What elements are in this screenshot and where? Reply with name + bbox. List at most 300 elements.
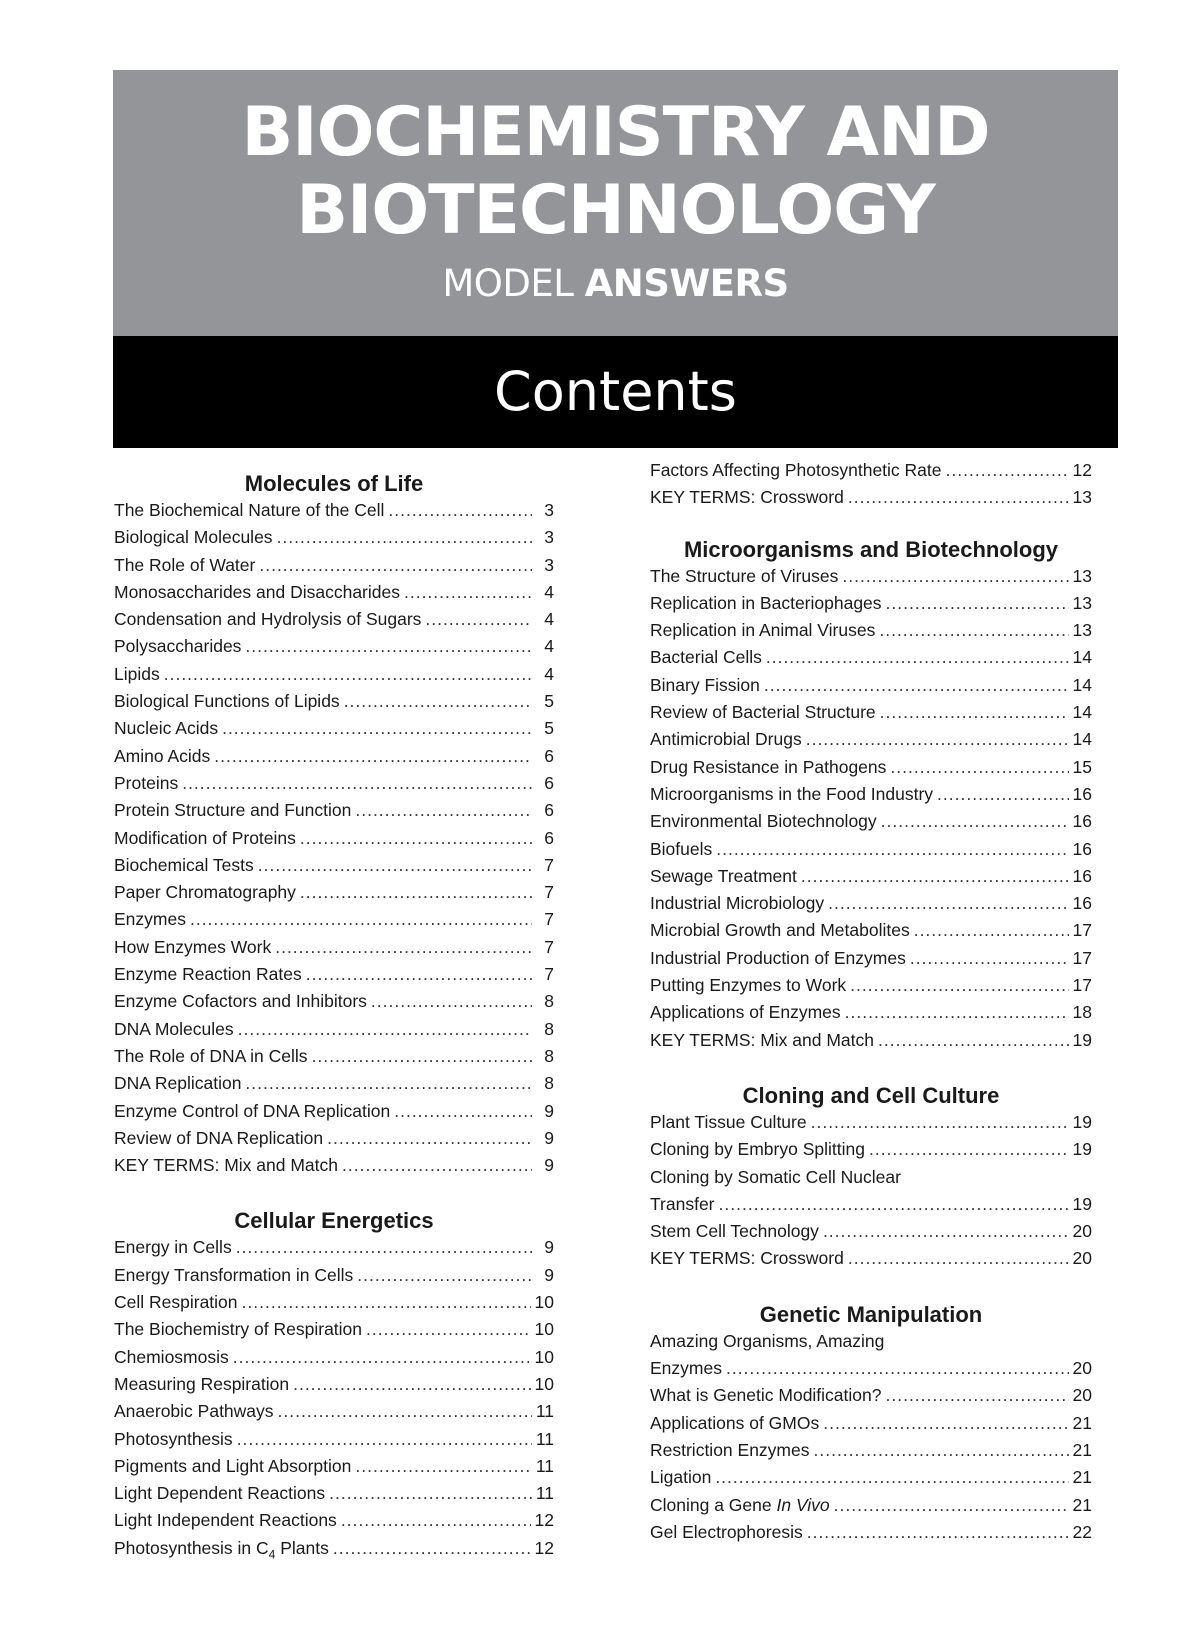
toc-entry[interactable]: [114, 743, 554, 770]
toc-entry-label: Biochemical Tests: [114, 854, 254, 875]
toc-entry-label: Photosynthesis: [114, 1428, 233, 1449]
leader-dots: [371, 988, 532, 1015]
leader-dots: [355, 1453, 531, 1480]
toc-entry-label: Monosaccharides and Disaccharides: [114, 581, 400, 602]
contents-bar: [113, 336, 1118, 448]
toc-entry-page: 7: [544, 909, 554, 930]
leader-dots: [823, 1218, 1069, 1245]
book-title-line-1: BIOCHEMISTRY AND: [241, 93, 990, 172]
toc-entry[interactable]: [114, 1125, 554, 1152]
toc-entry[interactable]: [114, 1152, 554, 1179]
toc-entry-label: Cell Respiration: [114, 1292, 238, 1313]
toc-entry-page: 4: [544, 663, 554, 684]
toc-entry-label: Gel Electrophoresis: [650, 1521, 803, 1542]
leader-dots: [848, 1245, 1069, 1272]
toc-entry[interactable]: [114, 1453, 554, 1480]
toc-entry-page: 21: [1072, 1467, 1092, 1488]
toc-entry-label: Enzyme Control of DNA Replication: [114, 1100, 391, 1121]
toc-entry-label: What is Genetic Modification?: [650, 1385, 882, 1406]
toc-entry-label: The Structure of Viruses: [650, 565, 839, 586]
leader-dots: [344, 688, 532, 715]
section-title-cellular-energetics: Cellular Energetics: [234, 1208, 434, 1234]
toc-entry-page: 11: [535, 1455, 554, 1476]
toc-entry-label: Environmental Biotechnology: [650, 811, 877, 832]
toc-entry-label: Enzymes: [114, 909, 186, 930]
toc-entry-label: Biological Molecules: [114, 527, 273, 548]
toc-entry-page: 19: [1072, 1029, 1092, 1050]
toc-entry-label: Microbial Growth and Metabolites: [650, 920, 910, 941]
toc-entry-page: 16: [1072, 838, 1092, 859]
leader-dots: [828, 890, 1068, 917]
toc-entry-page: 7: [544, 936, 554, 957]
toc-entry-label: Amazing Organisms, Amazing: [650, 1330, 885, 1351]
leader-dots: [222, 715, 532, 742]
leader-dots: [850, 972, 1068, 999]
toc-entry[interactable]: [114, 1480, 554, 1507]
leader-dots: [275, 934, 532, 961]
leader-dots: [845, 999, 1069, 1026]
toc-entry-page: 16: [1072, 811, 1092, 832]
toc-entry-label: Enzyme Reaction Rates: [114, 964, 302, 985]
toc-entry-page: 11: [535, 1483, 554, 1504]
toc-entry[interactable]: [114, 1070, 554, 1097]
toc-entry-label: Condensation and Hydrolysis of Sugars: [114, 609, 422, 630]
toc-entry-page: 19: [1072, 1111, 1092, 1132]
toc-entry-page: 4: [544, 609, 554, 630]
leader-dots: [312, 1043, 532, 1070]
toc-entry-label: DNA Molecules: [114, 1018, 234, 1039]
toc-entry[interactable]: [114, 688, 554, 715]
toc-entry[interactable]: [650, 484, 1092, 511]
leader-dots: [946, 457, 1069, 484]
toc-entry-label: Stem Cell Technology: [650, 1221, 819, 1242]
toc-entry-label: Cloning by Somatic Cell Nuclear: [650, 1166, 901, 1187]
toc-entry[interactable]: [650, 1355, 1092, 1382]
toc-entry[interactable]: [650, 563, 1092, 590]
toc-entry-line-1[interactable]: [650, 1328, 1092, 1355]
toc-entry-page: 22: [1072, 1521, 1092, 1542]
toc-entry-page: 19: [1072, 1139, 1092, 1160]
leader-dots: [886, 590, 1069, 617]
leader-dots: [214, 743, 532, 770]
toc-entry-page: 6: [544, 745, 554, 766]
toc-entry-label: Nucleic Acids: [114, 718, 219, 739]
toc-entry[interactable]: [650, 808, 1092, 835]
toc-entry[interactable]: [114, 661, 554, 688]
leader-dots: [388, 497, 532, 524]
toc-entry-page: 4: [544, 581, 554, 602]
c4-prefix: Photosynthesis in C: [114, 1537, 269, 1558]
title-banner: [113, 70, 1118, 448]
leader-dots: [333, 1535, 531, 1562]
toc-entry-label: The Biochemical Nature of the Cell: [114, 500, 385, 520]
toc-entry-page: 17: [1072, 920, 1092, 941]
leader-dots: [306, 961, 532, 988]
toc-entry-label: Putting Enzymes to Work: [650, 975, 847, 996]
toc-entry[interactable]: [114, 552, 554, 579]
leader-dots: [879, 617, 1068, 644]
toc-entry[interactable]: [114, 1234, 554, 1261]
toc-entry-page: 10: [534, 1319, 554, 1340]
toc-entry[interactable]: [114, 633, 554, 660]
toc-entry-label: Cloning by Embryo Splitting: [650, 1139, 865, 1160]
leader-dots: [814, 1437, 1069, 1464]
toc-entry-label: The Role of Water: [114, 554, 256, 575]
toc-entry-label: Review of Bacterial Structure: [650, 702, 876, 723]
toc-entry[interactable]: [114, 606, 554, 633]
leader-dots: [366, 1316, 531, 1343]
leader-dots: [806, 726, 1069, 753]
toc-entry[interactable]: [114, 524, 554, 551]
toc-entry[interactable]: [650, 644, 1092, 671]
toc-entry-label: Light Dependent Reactions: [114, 1483, 326, 1504]
toc-entry-label: Protein Structure and Function: [114, 800, 352, 821]
toc-entry-label: Applications of Enzymes: [650, 1002, 841, 1023]
toc-entry-label: Drug Resistance in Pathogens: [650, 756, 887, 777]
subtitle-answers: ANSWERS: [584, 262, 789, 305]
leader-dots: [394, 1098, 532, 1125]
toc-entry-page: 6: [544, 827, 554, 848]
toc-list-energetics: [114, 1234, 554, 1534]
toc-entry-label: Industrial Microbiology: [650, 893, 825, 914]
toc-entry-label: Biofuels: [650, 838, 713, 859]
section-title-cloning: Cloning and Cell Culture: [742, 1082, 1000, 1108]
toc-list-cloning-b: [650, 1218, 1092, 1273]
c4-subscript: 4: [268, 1547, 276, 1562]
toc-entry[interactable]: [114, 1535, 554, 1562]
leader-dots: [355, 797, 532, 824]
toc-entry-page: 13: [1072, 487, 1092, 508]
toc-entry-page: 3: [544, 527, 554, 548]
toc-entry-label: Restriction Enzymes: [650, 1439, 810, 1460]
toc-entry[interactable]: [114, 1262, 554, 1289]
toc-entry[interactable]: [114, 1316, 554, 1343]
toc-entry[interactable]: [650, 1437, 1092, 1464]
toc-entry[interactable]: [650, 1191, 1092, 1218]
toc-entry[interactable]: [114, 879, 554, 906]
toc-entry[interactable]: [650, 1136, 1092, 1163]
toc-entry-page: 14: [1072, 702, 1092, 723]
toc-entry-label: Binary Fission: [650, 674, 760, 695]
toc-entry-label: Lipids: [114, 663, 160, 684]
toc-entry-page: 8: [544, 1045, 554, 1066]
leader-dots: [242, 1289, 531, 1316]
toc-entry[interactable]: [114, 934, 554, 961]
toc-entry-page: 3: [544, 500, 554, 520]
section-title-microorganisms: Microorganisms and Biotechnology: [683, 536, 1059, 562]
toc-entry-label: Enzymes: [650, 1358, 722, 1379]
toc-entry-page: 10: [534, 1346, 554, 1367]
leader-dots: [164, 661, 532, 688]
toc-entry[interactable]: [650, 617, 1092, 644]
toc-entry[interactable]: [114, 1344, 554, 1371]
toc-entry[interactable]: [650, 1410, 1092, 1437]
leader-dots: [807, 1519, 1069, 1546]
toc-entry[interactable]: [650, 1464, 1092, 1491]
leader-dots: [237, 1426, 532, 1453]
leader-dots: [834, 1492, 1069, 1519]
toc-entry-page: 11: [535, 1401, 554, 1422]
toc-entry[interactable]: [650, 699, 1092, 726]
toc-entry[interactable]: [114, 1289, 554, 1316]
toc-entry-page: 9: [544, 1127, 554, 1148]
toc-entry-label: Energy Transformation in Cells: [114, 1264, 354, 1285]
toc-entry-page: 17: [1072, 947, 1092, 968]
leader-dots: [869, 1136, 1069, 1163]
toc-entry[interactable]: [650, 863, 1092, 890]
leader-dots: [881, 808, 1069, 835]
toc-entry-page: 12: [534, 1510, 554, 1531]
leader-dots: [190, 906, 532, 933]
toc-entry-page: 7: [544, 854, 554, 875]
toc-entry-label: Bacterial Cells: [650, 647, 762, 668]
leader-dots: [726, 1355, 1069, 1382]
toc-entry[interactable]: [114, 1371, 554, 1398]
leader-dots: [342, 1152, 532, 1179]
toc-entry-label: Paper Chromatography: [114, 882, 296, 903]
toc-entry-label: Pigments and Light Absorption: [114, 1455, 352, 1476]
leader-dots: [425, 606, 532, 633]
right-column: [650, 460, 1092, 1546]
toc-entry[interactable]: [114, 1043, 554, 1070]
toc-entry-label: Chemiosmosis: [114, 1346, 229, 1367]
toc-entry-page: 9: [544, 1155, 554, 1176]
toc-entry-page: 7: [544, 964, 554, 985]
toc-entry[interactable]: [114, 988, 554, 1015]
toc-entry[interactable]: [650, 1027, 1092, 1054]
leader-dots: [842, 563, 1068, 590]
invivo-prefix: Cloning a Gene: [650, 1494, 777, 1515]
leader-dots: [233, 1344, 531, 1371]
toc-entry-label: Factors Affecting Photosynthetic Rate: [650, 460, 942, 480]
toc-entry-page: 14: [1072, 647, 1092, 668]
toc-entry-label: KEY TERMS: Mix and Match: [114, 1155, 339, 1176]
toc-entry-page: 17: [1072, 975, 1092, 996]
toc-entry[interactable]: [114, 797, 554, 824]
toc-entry-page: 21: [1072, 1494, 1092, 1515]
toc-entry[interactable]: [650, 1245, 1092, 1272]
toc-entry-page: 9: [544, 1100, 554, 1121]
leader-dots: [910, 945, 1069, 972]
leader-dots: [341, 1507, 531, 1534]
toc-entry-label: Transfer: [650, 1193, 715, 1214]
leader-dots: [716, 836, 1068, 863]
toc-entry-page: 4: [544, 636, 554, 657]
leader-dots: [259, 552, 532, 579]
leader-dots: [764, 672, 1069, 699]
toc-entry[interactable]: [114, 1426, 554, 1453]
leader-dots: [715, 1464, 1068, 1491]
leader-dots: [300, 879, 532, 906]
toc-entry[interactable]: [650, 1519, 1092, 1546]
leader-dots: [245, 1070, 532, 1097]
toc-entry-page: 18: [1072, 1002, 1092, 1023]
leader-dots: [238, 1016, 532, 1043]
toc-entry-page: 5: [544, 718, 554, 739]
toc-entry-page: 20: [1072, 1221, 1092, 1242]
toc-entry-page: 20: [1072, 1358, 1092, 1379]
toc-list-molecules: [114, 497, 554, 1179]
toc-entry[interactable]: [114, 1098, 554, 1125]
toc-list-cloning-a: [650, 1109, 1092, 1164]
toc-list-microorganisms: [650, 563, 1092, 1054]
toc-entry-label: Measuring Respiration: [114, 1373, 290, 1394]
c4-suffix: Plants: [275, 1537, 329, 1558]
toc-entry[interactable]: [650, 754, 1092, 781]
toc-entry-label: Energy in Cells: [114, 1237, 232, 1258]
leader-dots: [886, 1382, 1069, 1409]
toc-entry-label: Replication in Animal Viruses: [650, 620, 876, 641]
toc-entry-label: How Enzymes Work: [114, 936, 272, 957]
leader-dots: [277, 524, 532, 551]
toc-entry[interactable]: [114, 715, 554, 742]
toc-entry-page: 14: [1072, 674, 1092, 695]
toc-entry-page: 5: [544, 691, 554, 712]
toc-list-continued: [650, 457, 1092, 512]
toc-entry-page: 8: [544, 991, 554, 1012]
toc-entry-page: 12: [534, 1537, 554, 1558]
toc-entry[interactable]: [650, 726, 1092, 753]
toc-entry-page: 10: [534, 1373, 554, 1394]
toc-entry[interactable]: [114, 825, 554, 852]
toc-entry[interactable]: [114, 497, 554, 524]
leader-dots: [258, 852, 532, 879]
leader-dots: [914, 917, 1069, 944]
toc-entry-page: 19: [1072, 1193, 1092, 1214]
toc-entry[interactable]: [650, 945, 1092, 972]
book-subtitle: [113, 262, 1118, 306]
leader-dots: [300, 825, 532, 852]
toc-entry-page: 6: [544, 800, 554, 821]
toc-entry[interactable]: [114, 906, 554, 933]
title-block: [113, 70, 1118, 336]
leader-dots: [880, 699, 1069, 726]
toc-entry-label: Modification of Proteins: [114, 827, 296, 848]
toc-entry-label: Amino Acids: [114, 745, 211, 766]
toc-entry-label: [114, 1535, 329, 1562]
toc-entry-page: 20: [1072, 1385, 1092, 1406]
toc-entry-label: Replication in Bacteriophages: [650, 592, 882, 613]
toc-entry[interactable]: [114, 1398, 554, 1425]
toc-entry-page: 16: [1072, 783, 1092, 804]
toc-entry-page: 8: [544, 1073, 554, 1094]
toc-entry-page: 7: [544, 882, 554, 903]
toc-entry-label: Industrial Production of Enzymes: [650, 947, 906, 968]
toc-entry-page: 11: [535, 1428, 554, 1449]
toc-entry[interactable]: [650, 1382, 1092, 1409]
toc-entry-page: 13: [1072, 592, 1092, 613]
toc-entry-label: The Biochemistry of Respiration: [114, 1319, 363, 1340]
leader-dots: [404, 579, 532, 606]
toc-entry-label: Proteins: [114, 772, 179, 793]
toc-entry[interactable]: [114, 1507, 554, 1534]
toc-entry[interactable]: [114, 579, 554, 606]
section-title-molecules-of-life: Molecules of Life: [244, 471, 424, 496]
toc-entry-page: 15: [1072, 756, 1092, 777]
toc-entry-label: Anaerobic Pathways: [114, 1401, 274, 1422]
toc-entry-page: 14: [1072, 729, 1092, 750]
toc-entry[interactable]: [114, 961, 554, 988]
toc-entry[interactable]: [650, 1218, 1092, 1245]
leader-dots: [878, 1027, 1069, 1054]
toc-entry-page: 13: [1072, 565, 1092, 586]
toc-entry-label: DNA Replication: [114, 1073, 242, 1094]
toc-entry[interactable]: [650, 890, 1092, 917]
toc-list-genetic-b: [650, 1519, 1092, 1546]
toc-entry[interactable]: [650, 457, 1092, 484]
toc-entry-label: Review of DNA Replication: [114, 1127, 324, 1148]
leader-dots: [719, 1191, 1069, 1218]
toc-entry-label: KEY TERMS: Crossword: [650, 487, 844, 508]
toc-entry[interactable]: [114, 852, 554, 879]
toc-entry[interactable]: [650, 672, 1092, 699]
toc-entry-page: 6: [544, 772, 554, 793]
toc-entry[interactable]: [114, 770, 554, 797]
toc-entry-line-1[interactable]: [650, 1164, 1092, 1191]
toc-entry[interactable]: [650, 781, 1092, 808]
toc-entry-page: 20: [1072, 1248, 1092, 1269]
toc-entry[interactable]: [650, 590, 1092, 617]
toc-entry-page: 10: [534, 1292, 554, 1313]
toc-entry-page: 16: [1072, 893, 1092, 914]
toc-entry-page: 8: [544, 1018, 554, 1039]
toc-entry-label: Microorganisms in the Food Industry: [650, 783, 934, 804]
toc-entry-label: Enzyme Cofactors and Inhibitors: [114, 991, 367, 1012]
toc-entry[interactable]: [114, 1016, 554, 1043]
left-column: [114, 470, 554, 1562]
leader-dots: [823, 1410, 1068, 1437]
leader-dots: [848, 484, 1069, 511]
toc-entry-page: 9: [544, 1237, 554, 1258]
leader-dots: [293, 1371, 530, 1398]
toc-entry[interactable]: [650, 1109, 1092, 1136]
toc-entry[interactable]: [650, 1492, 1092, 1519]
subtitle-model: MODEL: [442, 262, 574, 305]
toc-entry[interactable]: [650, 917, 1092, 944]
toc-entry-label: Sewage Treatment: [650, 865, 797, 886]
leader-dots: [357, 1262, 532, 1289]
leader-dots: [278, 1398, 532, 1425]
toc-entry-label: KEY TERMS: Mix and Match: [650, 1029, 875, 1050]
toc-entry-label: Light Independent Reactions: [114, 1510, 337, 1531]
leader-dots: [329, 1480, 532, 1507]
toc-entry-label: Antimicrobial Drugs: [650, 729, 802, 750]
leader-dots: [327, 1125, 532, 1152]
toc-entry[interactable]: [650, 836, 1092, 863]
toc-entry-page: 21: [1072, 1412, 1092, 1433]
toc-entry-page: 9: [544, 1264, 554, 1285]
leader-dots: [182, 770, 532, 797]
contents-heading: Contents: [494, 360, 737, 423]
toc-entry-label: Plant Tissue Culture: [650, 1111, 807, 1132]
book-title-line-2: BIOTECHNOLOGY: [296, 171, 935, 250]
toc-entry[interactable]: [650, 999, 1092, 1026]
toc-entry-label: Applications of GMOs: [650, 1412, 820, 1433]
toc-entry-label: [650, 1492, 830, 1519]
toc-entry-label: KEY TERMS: Crossword: [650, 1248, 844, 1269]
toc-entry-label: Ligation: [650, 1467, 712, 1488]
leader-dots: [245, 633, 532, 660]
invivo-italic: In Vivo: [776, 1494, 830, 1515]
toc-entry-label: Biological Functions of Lipids: [114, 691, 340, 712]
leader-dots: [890, 754, 1068, 781]
leader-dots: [236, 1234, 532, 1261]
toc-entry-page: 21: [1072, 1439, 1092, 1460]
leader-dots: [766, 644, 1069, 671]
toc-entry-page: 13: [1072, 620, 1092, 641]
toc-entry-page: 3: [544, 554, 554, 575]
toc-entry[interactable]: [650, 972, 1092, 999]
